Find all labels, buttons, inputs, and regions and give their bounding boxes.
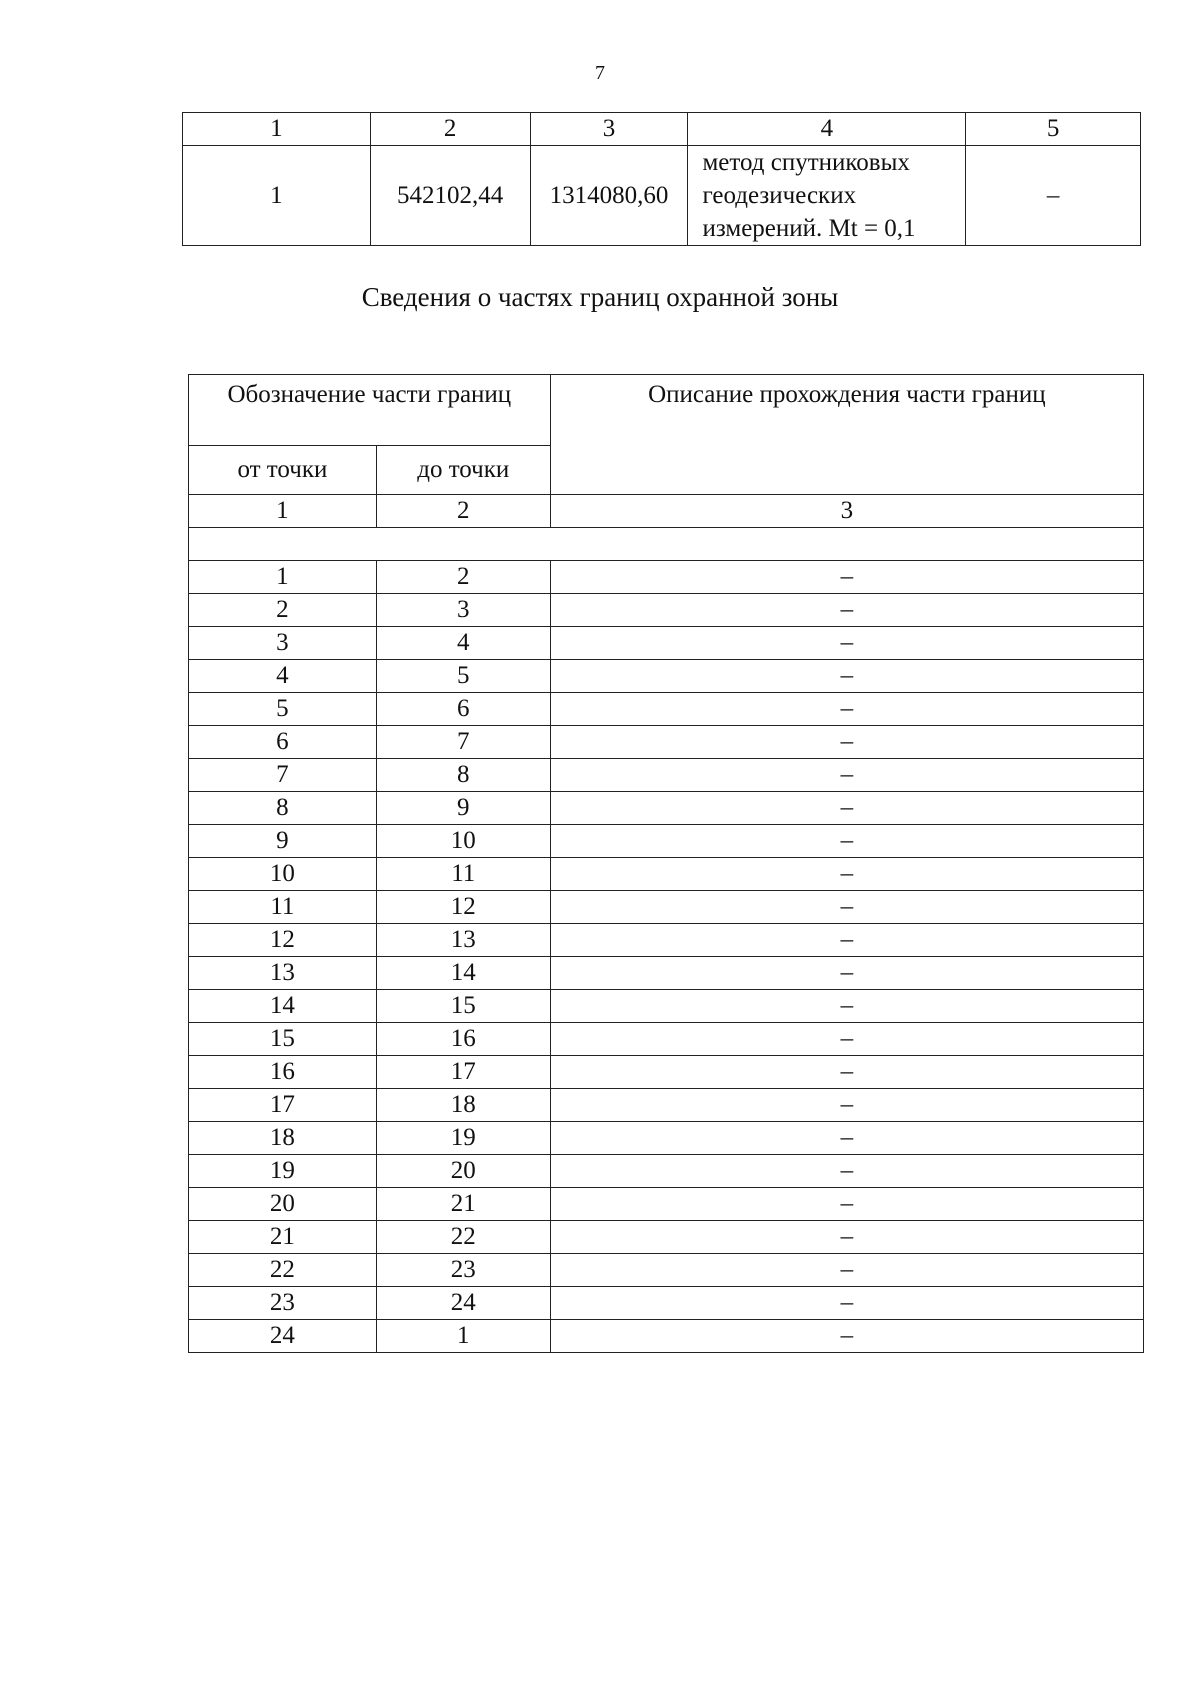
to-point-cell: 10 — [376, 825, 550, 858]
method-line: измерений. Mt = 0,1 — [702, 215, 916, 242]
from-point-cell: 10 — [189, 858, 377, 891]
method-line: геодезических — [702, 182, 857, 209]
to-point-cell: 15 — [376, 990, 550, 1023]
column-number-cell: 1 — [183, 113, 371, 146]
from-point-cell: 9 — [189, 825, 377, 858]
to-point-cell: 4 — [376, 627, 550, 660]
table-row — [189, 1122, 1144, 1155]
coordinates-data-row — [183, 146, 1141, 246]
column-number-cell: 3 — [550, 495, 1143, 528]
table-row — [189, 759, 1144, 792]
to-point-cell: 8 — [376, 759, 550, 792]
method-line: метод спутниковых — [702, 149, 910, 176]
from-point-cell: 13 — [189, 957, 377, 990]
description-cell: – — [550, 660, 1143, 693]
description-cell: – — [550, 792, 1143, 825]
from-point-cell: 8 — [189, 792, 377, 825]
table-row — [189, 825, 1144, 858]
table-row — [189, 792, 1144, 825]
header-to-point: до точки — [376, 446, 550, 495]
table-row — [189, 1287, 1144, 1320]
to-point-cell: 1 — [376, 1320, 550, 1353]
column-number-cell: 5 — [966, 113, 1141, 146]
to-point-cell: 24 — [376, 1287, 550, 1320]
table-row — [189, 891, 1144, 924]
description-cell: – — [550, 957, 1143, 990]
description-cell: – — [550, 1056, 1143, 1089]
from-point-cell: 15 — [189, 1023, 377, 1056]
table-row — [189, 693, 1144, 726]
to-point-cell: 2 — [376, 561, 550, 594]
table-row — [189, 1155, 1144, 1188]
from-point-cell: 16 — [189, 1056, 377, 1089]
from-point-cell: 21 — [189, 1221, 377, 1254]
to-point-cell: 11 — [376, 858, 550, 891]
table-row — [189, 1221, 1144, 1254]
description-cell: – — [550, 1320, 1143, 1353]
parts-header-row — [189, 375, 1144, 446]
column-5-cell: – — [966, 146, 1141, 246]
description-cell: – — [550, 1188, 1143, 1221]
description-cell: – — [550, 759, 1143, 792]
column-number-cell: 1 — [189, 495, 377, 528]
description-cell: – — [550, 1122, 1143, 1155]
from-point-cell: 3 — [189, 627, 377, 660]
to-point-cell: 5 — [376, 660, 550, 693]
table-row — [189, 858, 1144, 891]
to-point-cell: 6 — [376, 693, 550, 726]
from-point-cell: 22 — [189, 1254, 377, 1287]
empty-row — [189, 528, 1144, 561]
parts-column-number-row — [189, 495, 1144, 528]
header-from-point: от точки — [189, 446, 377, 495]
description-cell: – — [550, 1287, 1143, 1320]
to-point-cell: 9 — [376, 792, 550, 825]
from-point-cell: 7 — [189, 759, 377, 792]
from-point-cell: 11 — [189, 891, 377, 924]
to-point-cell: 21 — [376, 1188, 550, 1221]
table-row — [189, 660, 1144, 693]
from-point-cell: 19 — [189, 1155, 377, 1188]
description-cell: – — [550, 627, 1143, 660]
description-cell: – — [550, 1155, 1143, 1188]
table-row — [189, 726, 1144, 759]
to-point-cell: 14 — [376, 957, 550, 990]
description-cell: – — [550, 924, 1143, 957]
y-coordinate-cell: 1314080,60 — [530, 146, 688, 246]
to-point-cell: 16 — [376, 1023, 550, 1056]
coordinates-table — [182, 112, 1141, 246]
column-number-cell: 3 — [530, 113, 688, 146]
from-point-cell: 2 — [189, 594, 377, 627]
table-row — [189, 627, 1144, 660]
boundary-parts-table — [188, 374, 1144, 1353]
table-row — [189, 1056, 1144, 1089]
description-cell: – — [550, 1221, 1143, 1254]
from-point-cell: 24 — [189, 1320, 377, 1353]
from-point-cell: 5 — [189, 693, 377, 726]
description-cell: – — [550, 693, 1143, 726]
column-number-cell: 2 — [376, 495, 550, 528]
to-point-cell: 18 — [376, 1089, 550, 1122]
column-number-cell: 4 — [688, 113, 966, 146]
from-point-cell: 20 — [189, 1188, 377, 1221]
description-cell: – — [550, 561, 1143, 594]
from-point-cell: 4 — [189, 660, 377, 693]
to-point-cell: 12 — [376, 891, 550, 924]
description-cell: – — [550, 1254, 1143, 1287]
from-point-cell: 14 — [189, 990, 377, 1023]
from-point-cell: 18 — [189, 1122, 377, 1155]
table-row — [189, 1188, 1144, 1221]
description-cell: – — [550, 891, 1143, 924]
table-row — [189, 957, 1144, 990]
to-point-cell: 23 — [376, 1254, 550, 1287]
description-cell: – — [550, 594, 1143, 627]
x-coordinate-cell: 542102,44 — [370, 146, 530, 246]
to-point-cell: 22 — [376, 1221, 550, 1254]
from-point-cell: 12 — [189, 924, 377, 957]
to-point-cell: 7 — [376, 726, 550, 759]
empty-cell — [189, 528, 1144, 561]
to-point-cell: 17 — [376, 1056, 550, 1089]
header-description: Описание прохождения части границ — [550, 375, 1143, 495]
table-row — [189, 1254, 1144, 1287]
section-title: Сведения о частях границ охранной зоны — [361, 282, 839, 312]
to-point-cell: 19 — [376, 1122, 550, 1155]
method-cell — [688, 146, 966, 246]
table-row — [189, 1023, 1144, 1056]
table-row — [189, 924, 1144, 957]
description-cell: – — [550, 726, 1143, 759]
description-cell: – — [550, 990, 1143, 1023]
from-point-cell: 17 — [189, 1089, 377, 1122]
header-designation: Обозначение части границ — [189, 375, 551, 446]
to-point-cell: 3 — [376, 594, 550, 627]
page-number: 7 — [595, 62, 605, 84]
description-cell: – — [550, 825, 1143, 858]
description-cell: – — [550, 1089, 1143, 1122]
table-row — [189, 1089, 1144, 1122]
from-point-cell: 23 — [189, 1287, 377, 1320]
point-number-cell: 1 — [183, 146, 371, 246]
column-number-cell: 2 — [370, 113, 530, 146]
table-row — [189, 561, 1144, 594]
description-cell: – — [550, 858, 1143, 891]
from-point-cell: 1 — [189, 561, 377, 594]
description-cell: – — [550, 1023, 1143, 1056]
table-row — [189, 990, 1144, 1023]
parts-table-body — [189, 561, 1144, 1353]
coordinates-header-row — [183, 113, 1141, 146]
to-point-cell: 13 — [376, 924, 550, 957]
from-point-cell: 6 — [189, 726, 377, 759]
to-point-cell: 20 — [376, 1155, 550, 1188]
table-row — [189, 594, 1144, 627]
table-row — [189, 1320, 1144, 1353]
